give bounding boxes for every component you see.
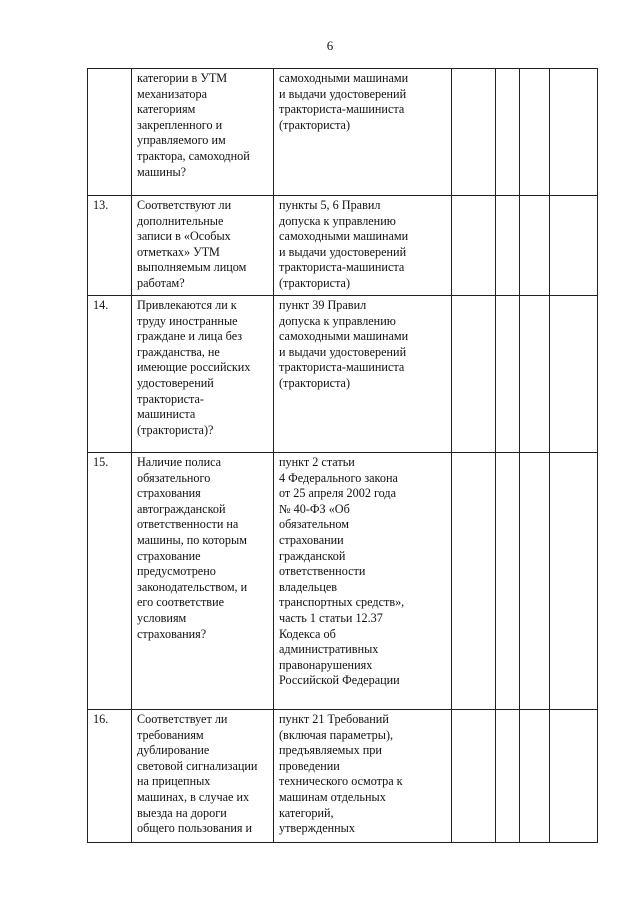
row-number: 14. — [93, 298, 109, 312]
question-line: его соответствие — [137, 595, 224, 610]
reference-line: № 40-ФЗ «Об — [279, 501, 350, 516]
reference-line: Российской Федерации — [279, 673, 400, 688]
row-number: 13. — [93, 198, 109, 212]
reference-line: (включая параметры), — [279, 727, 394, 742]
table-row — [88, 453, 598, 710]
reference-line: (тракториста) — [279, 275, 351, 290]
question-line: удостоверений — [137, 375, 214, 390]
reference-line: допуска к управлению — [279, 213, 396, 228]
answer-cell-3 — [520, 296, 550, 453]
answer-cell-4 — [550, 296, 598, 453]
reference-line: тракториста-машиниста — [279, 360, 405, 375]
question-line: Привлекаются ли к — [137, 298, 237, 312]
answer-cell-1 — [452, 69, 496, 196]
table-row — [88, 196, 598, 296]
question-line: страхование — [137, 548, 201, 563]
question-line: общего пользования и — [137, 821, 253, 836]
reference-line: административных — [279, 642, 379, 657]
checklist-table — [87, 68, 598, 843]
answer-cell-1 — [452, 196, 496, 296]
reference-line: и выдачи удостоверений — [279, 244, 407, 259]
reference-line: тракториста-машиниста — [279, 260, 405, 275]
reference-cell — [274, 710, 452, 843]
question-line: законодательством, и — [137, 579, 248, 594]
reference-line: страховании — [279, 532, 344, 547]
question-line: закрепленного и — [137, 117, 223, 132]
question-line: страхования — [137, 486, 201, 501]
question-cell — [132, 710, 274, 843]
question-line: управляемого им — [137, 133, 226, 148]
answer-cell-2 — [496, 69, 520, 196]
checklist-table-body — [88, 69, 598, 843]
question-line: машины? — [137, 164, 187, 179]
answer-cell-4 — [550, 69, 598, 196]
question-line: машиниста — [137, 407, 196, 422]
reference-line: и выдачи удостоверений — [279, 86, 407, 101]
reference-line: машинам отдельных — [279, 789, 386, 804]
question-line: световой сигнализации — [137, 758, 258, 773]
question-line: требованиям — [137, 727, 204, 742]
reference-line: проведении — [279, 758, 340, 773]
reference-cell — [274, 296, 452, 453]
question-line: записи в «Особых — [137, 229, 231, 244]
answer-cell-1 — [452, 296, 496, 453]
question-line: на прицепных — [137, 774, 211, 789]
reference-line: тракториста-машиниста — [279, 102, 405, 117]
question-line: Наличие полиса — [137, 455, 222, 469]
question-line: обязательного — [137, 470, 211, 485]
reference-line: владельцев — [279, 579, 338, 594]
answer-cell-2 — [496, 710, 520, 843]
question-line: Соответствует ли — [137, 712, 228, 726]
reference-line: категорий, — [279, 805, 334, 820]
question-line: отметках» УТМ — [137, 244, 220, 259]
question-line: страхования? — [137, 626, 207, 641]
reference-line: обязательном — [279, 517, 349, 532]
reference-line: пункт 39 Правил — [279, 298, 367, 312]
reference-line: утвержденных — [279, 821, 355, 836]
reference-line: пункт 2 статьи — [279, 455, 355, 469]
question-cell — [132, 69, 274, 196]
table-row — [88, 296, 598, 453]
answer-cell-4 — [550, 710, 598, 843]
answer-cell-2 — [496, 296, 520, 453]
reference-line: самоходными машинами — [279, 71, 409, 85]
answer-cell-3 — [520, 710, 550, 843]
question-line: гражданства, не — [137, 344, 220, 359]
reference-cell — [274, 196, 452, 296]
reference-line: от 25 апреля 2002 года — [279, 486, 397, 501]
reference-line: транспортных средств», — [279, 595, 405, 610]
reference-line: самоходными машинами — [279, 329, 409, 344]
question-line: машинах, в случае их — [137, 789, 250, 804]
question-cell — [132, 296, 274, 453]
row-number-cell — [88, 710, 132, 843]
reference-line: пункты 5, 6 Правил — [279, 198, 381, 212]
question-line: условиям — [137, 610, 187, 625]
answer-cell-3 — [520, 69, 550, 196]
reference-line: самоходными машинами — [279, 229, 409, 244]
row-number: 16. — [93, 712, 109, 726]
question-line: имеющие российских — [137, 360, 251, 375]
question-line: категориям — [137, 102, 196, 117]
reference-line: (тракториста) — [279, 117, 351, 132]
question-line: выезда на дороги — [137, 805, 227, 820]
answer-cell-3 — [520, 196, 550, 296]
reference-line: пункт 21 Требований — [279, 712, 389, 726]
answer-cell-2 — [496, 196, 520, 296]
reference-line: 4 Федерального закона — [279, 470, 398, 485]
answer-cell-4 — [550, 196, 598, 296]
answer-cell-4 — [550, 453, 598, 710]
reference-line: ответственности — [279, 564, 366, 579]
question-cell — [132, 196, 274, 296]
table-row — [88, 710, 598, 843]
question-line: предусмотрено — [137, 564, 216, 579]
question-line: ответственности на — [137, 517, 239, 532]
question-line: работам? — [137, 275, 185, 290]
page-number: 6 — [326, 38, 334, 53]
row-number-cell — [88, 69, 132, 196]
reference-line: правонарушениях — [279, 657, 373, 672]
question-line: выполняемым лицом — [137, 260, 247, 275]
question-line: трактора, самоходной — [137, 148, 250, 163]
answer-cell-2 — [496, 453, 520, 710]
question-line: машины, по которым — [137, 532, 247, 547]
question-line: труду иностранные — [137, 313, 238, 328]
question-line: Соответствуют ли — [137, 198, 232, 212]
answer-cell-1 — [452, 453, 496, 710]
table-row — [88, 69, 598, 196]
question-line: автогражданской — [137, 501, 226, 516]
question-cell — [132, 453, 274, 710]
row-number: 15. — [93, 455, 109, 469]
reference-line: и выдачи удостоверений — [279, 344, 407, 359]
row-number-cell — [88, 196, 132, 296]
reference-line: предъявляемых при — [279, 743, 382, 758]
reference-line: (тракториста) — [279, 375, 351, 390]
question-line: механизатора — [137, 86, 208, 101]
question-line: дополнительные — [137, 213, 224, 228]
question-line: тракториста- — [137, 391, 204, 406]
reference-cell — [274, 453, 452, 710]
reference-line: часть 1 статьи 12.37 — [279, 610, 383, 625]
question-line: граждане и лица без — [137, 329, 243, 344]
reference-line: допуска к управлению — [279, 313, 396, 328]
answer-cell-1 — [452, 710, 496, 843]
reference-line: Кодекса об — [279, 626, 336, 641]
question-line: (тракториста)? — [137, 422, 214, 437]
question-line: категории в УТМ — [137, 71, 228, 85]
row-number-cell — [88, 296, 132, 453]
question-line: дублирование — [137, 743, 210, 758]
reference-line: технического осмотра к — [279, 774, 403, 789]
answer-cell-3 — [520, 453, 550, 710]
reference-cell — [274, 69, 452, 196]
row-number-cell — [88, 453, 132, 710]
reference-line: гражданской — [279, 548, 346, 563]
